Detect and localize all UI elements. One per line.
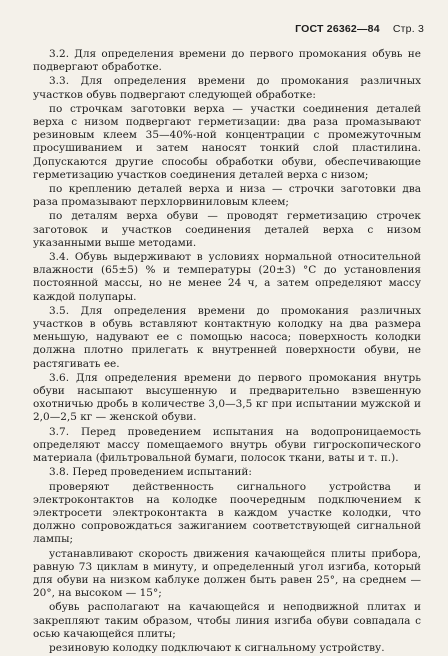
paragraph-3-6: 3.6. Для определения времени до первого промокания внутрь обуви насыпают высушенную и предварительно взвешенную охотничью дробь в количестве 3,0—3,5 кг при испытании мужской и 2,0—2,5 кг — женской обуви. xyxy=(33,371,421,424)
paragraph-3-5: 3.5. Для определения времени до промокания различных участков в обувь вставляют контактную колодку на два размера меньшую, надувают ее с помощью насоса; поверхность колодки должна плотно прилегать к внутренней поверхности обуви, не растягивать ее. xyxy=(33,304,421,370)
paragraph-set-speed: устанавливают скорость движения качающейся плиты прибора, равную 73 циклам в минуту, и определенный угол изгиба, который для обуви на низком каблуке должен быть равен 25°, на среднем — 20°, на высоком — 15°; xyxy=(33,547,421,600)
paragraph-3-8: 3.8. Перед проведением испытаний: xyxy=(49,466,252,479)
standard-number: ГОСТ 26362—84 xyxy=(295,23,380,35)
paragraph-3-4: 3.4. Обувь выдерживают в условиях нормальной относительной влажности (65±5) % и температуры (20±3) °С до установления постоянной массы, но не менее 24 ч, а затем определяют массу каждой полупары. xyxy=(33,251,421,303)
paragraph-upper-parts: по деталям верха обуви — проводят герметизацию строчек заготовок и участков соединения деталей верха с низом указанными выше методами. xyxy=(33,210,421,249)
paragraph-check-signal: проверяют действенность сигнального устройства и электроконтактов на колодке поочередным подключением к электросети электроконтакта в каждом участке колодки, что должно сопровождаться зажиганием соответствующей сигнальной лампы; xyxy=(33,480,421,546)
document-body xyxy=(33,48,421,656)
paragraph-place-shoe: обувь располагают на качающейся и неподвижной плитах и закрепляют таким образом, чтобы линия изгиба обуви совпадала с осью качающейся плиты; xyxy=(33,601,421,640)
page-header xyxy=(295,23,424,35)
paragraph-3-2: 3.2. Для определения времени до первого промокания обувь не подвергают обработке. xyxy=(33,48,421,74)
paragraph-seams: по строчкам заготовки верха — участки соединения деталей верха с низом подвергают герметизации: два раза промазывают резиновым клеем 35—40%-ной концентрации с промежуточным просушиванием и затем наносят тонкий слой пластилина. Допускаются другие способы обработки обуви, обеспечивающие герметизацию участков соединения деталей верха с низом; xyxy=(33,102,421,181)
page-number: Стр. 3 xyxy=(392,23,424,35)
paragraph-fastening: по креплению деталей верха и низа — строчки заготовки два раза промазывают перхлорвиниловым клеем; xyxy=(33,183,421,209)
paragraph-3-7: 3.7. Перед проведением испытания на водопроницаемость определяют массу помещаемого внутрь обуви гигроскопического материала (фильтровальной бумаги, полосок ткани, ваты и т. п.). xyxy=(33,425,421,465)
paragraph-connect-last: резиновую колодку подключают к сигнальному устройству. xyxy=(49,641,385,654)
paragraph-3-3: 3.3. Для определения времени до промокания различных участков обувь подвергают следующей обработке: xyxy=(33,75,421,101)
